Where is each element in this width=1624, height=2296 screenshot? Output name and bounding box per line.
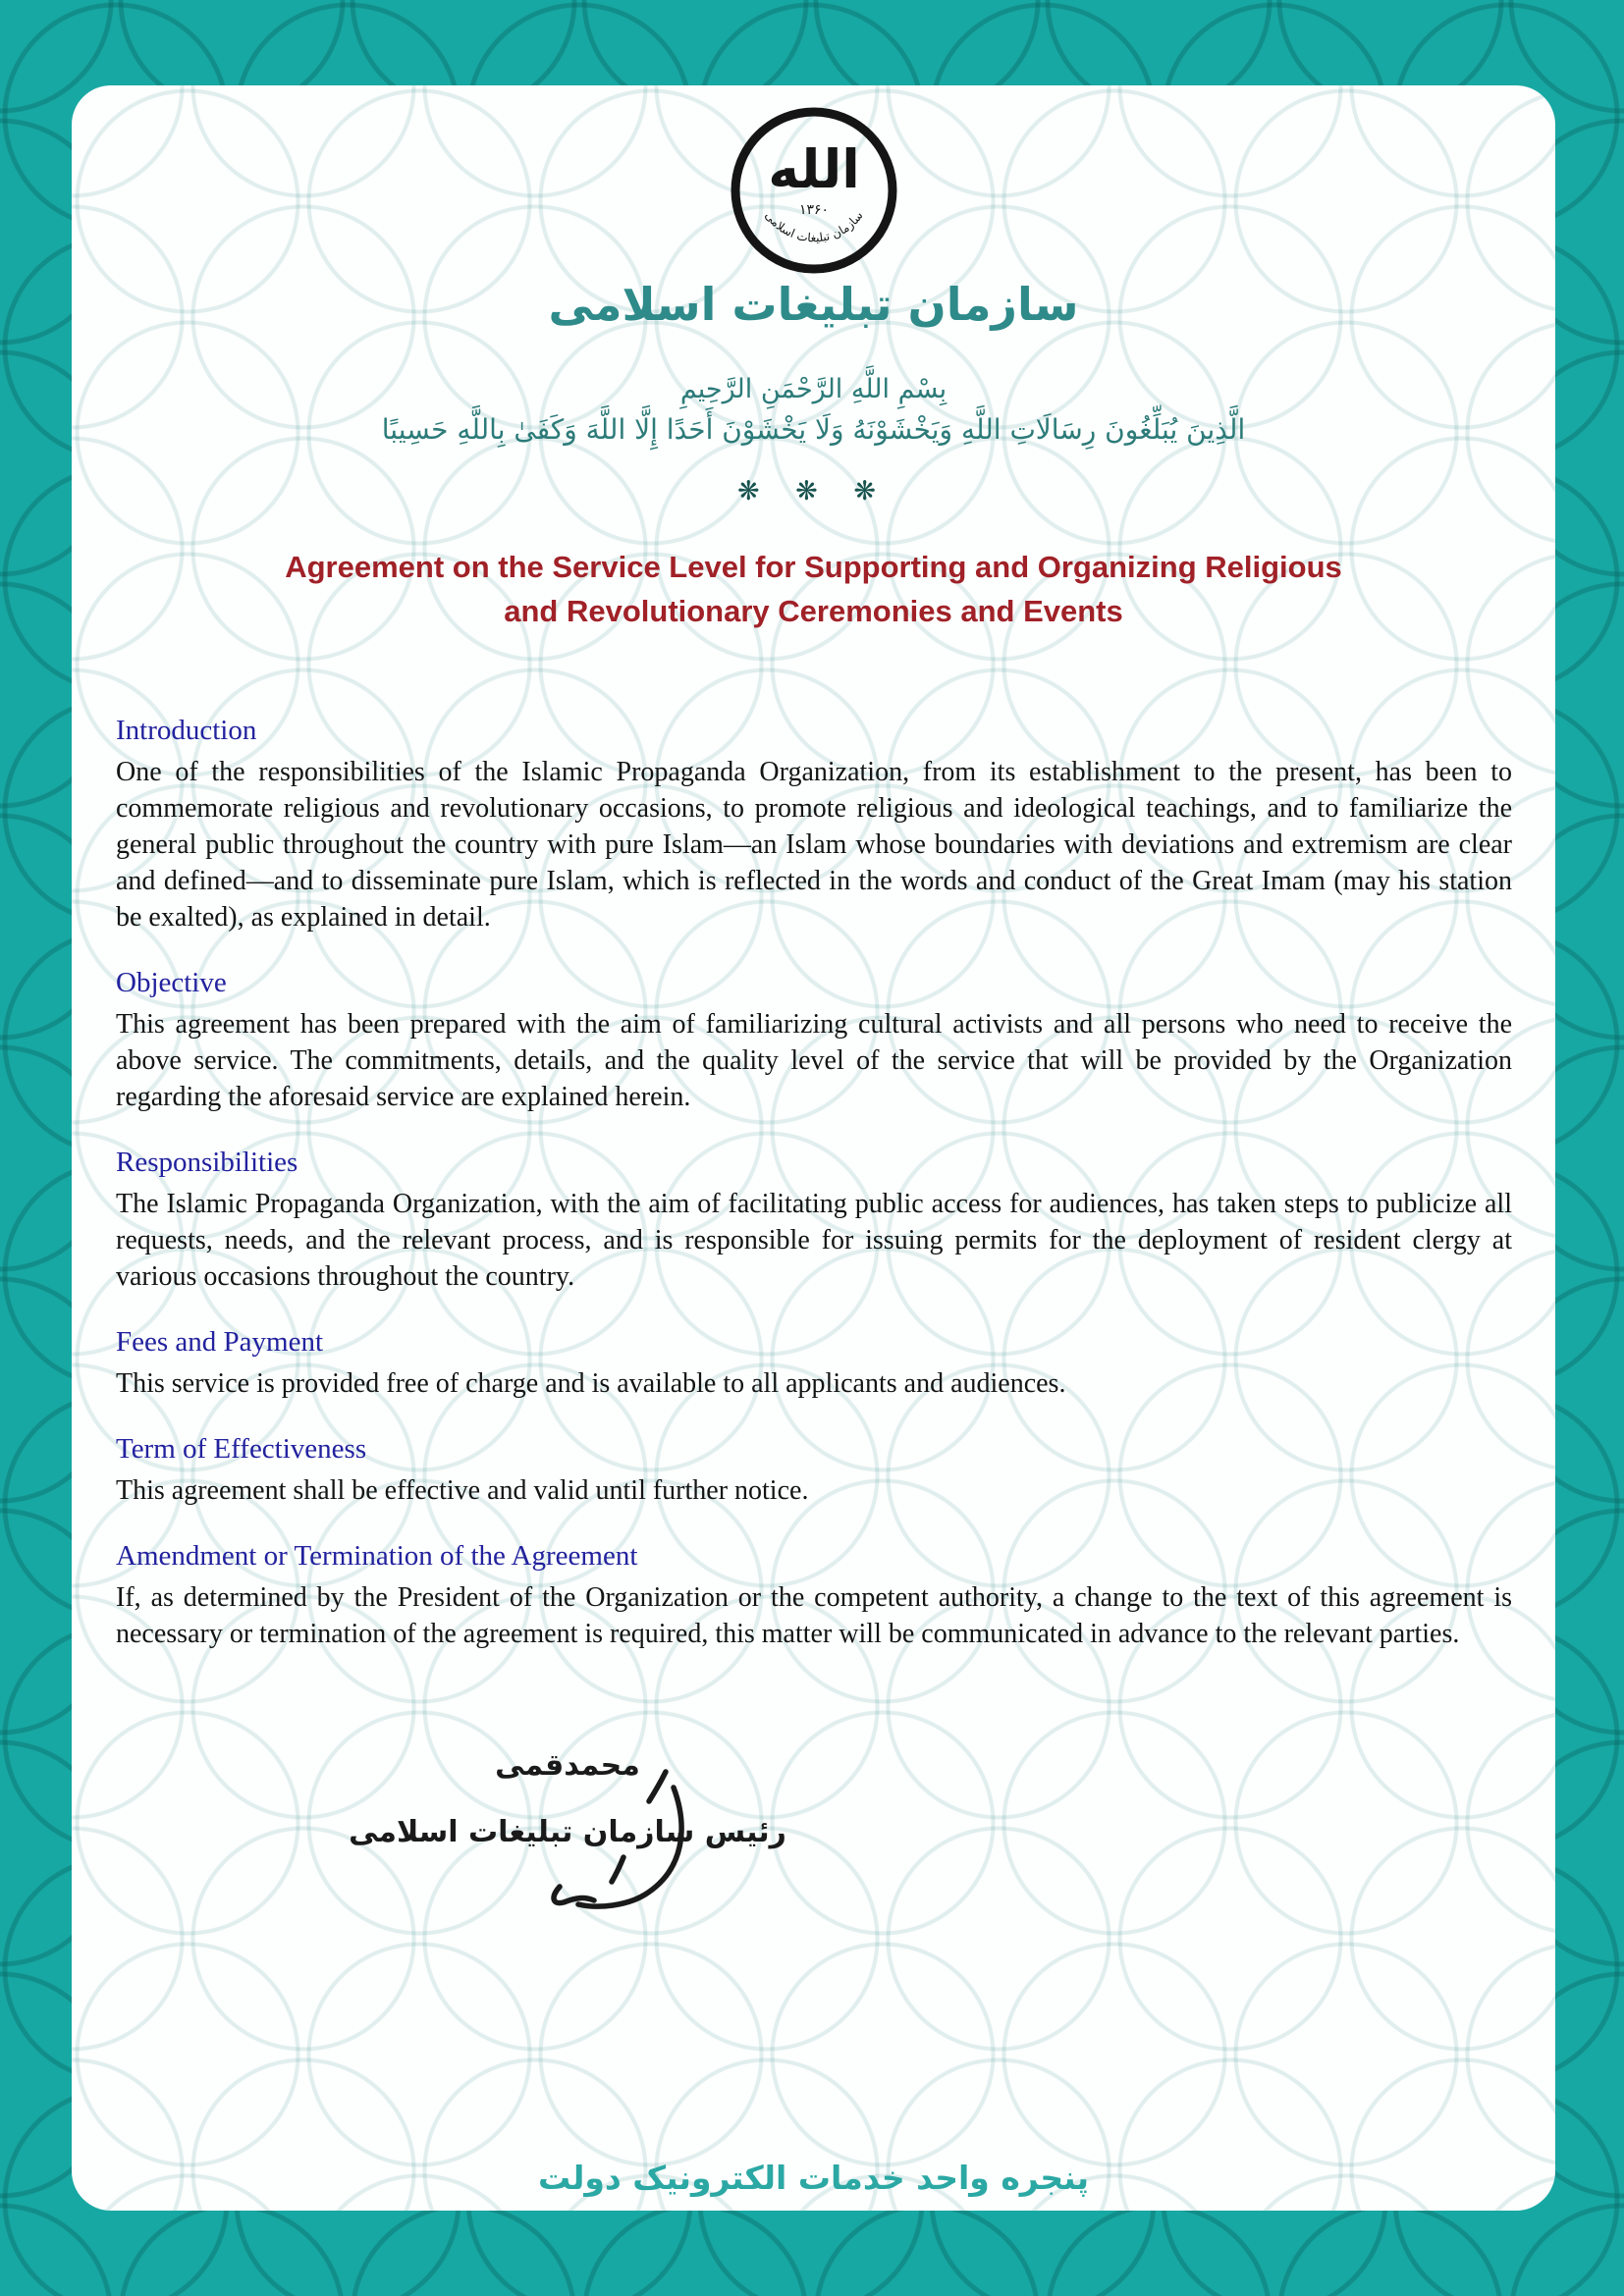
section-body-amendment-or-termination: If, as determined by the President of the Organization or the competent authority, a change to the text of this agreement is necessary or termination of the agreement is required, this matter will be communicated in advance to the relevant parties. xyxy=(116,1582,1512,1649)
agreement-body xyxy=(116,714,1512,1682)
page-title-line-2: and Revolutionary Ceremonies and Events xyxy=(504,594,1123,628)
organization-calligraphy: سازمان تبلیغات اسلامی xyxy=(548,278,1079,331)
section-fees-and-payment xyxy=(116,1325,1512,1402)
emblem-arc-text: سازمان تبلیغات اسلامی xyxy=(761,208,866,245)
signature-scribble-icon xyxy=(550,1766,687,1923)
signature-name: محمدقمی xyxy=(495,1748,640,1783)
section-heading-amendment-or-termination: Amendment or Termination of the Agreement xyxy=(116,1540,638,1572)
section-heading-introduction: Introduction xyxy=(116,715,257,746)
section-body-responsibilities: The Islamic Propaganda Organization, with the aim of facilitating public access for audiences, has taken steps to publicize all requests, needs, and the relevant process, and is responsible for issuing permits for the deployment of resident clergy at various occasions throughout the country. xyxy=(116,1189,1512,1292)
section-body-objective: This agreement has been prepared with the aim of familiarizing cultural activists and all persons who need to receive the above service. The commitments, details, and the quality level of the service that will be provided by the Organization regarding the aforesaid service are explained herein. xyxy=(116,1009,1512,1112)
section-amendment-or-termination xyxy=(116,1539,1512,1652)
section-term-of-effectiveness xyxy=(116,1432,1512,1509)
footer-text: پنجره واحد خدمات الکترونیک دولت xyxy=(538,2159,1089,2197)
bismillah-text: بِسْمِ اللَّهِ الرَّحْمَنِ الرَّحِيمِ xyxy=(679,374,947,404)
quran-verse-text: الَّذِينَ يُبَلِّغُونَ رِسَالَاتِ اللَّهِ وَيَخْشَوْنَهُ وَلَا يَخْشَوْنَ أَحَدًا إِلَّا اللَّهَ وَكَفَىٰ بِاللَّهِ حَسِيبًا xyxy=(381,413,1246,446)
section-body-introduction: One of the responsibilities of the Islamic Propaganda Organization, from its establishment to the present, has been to commemorate religious and revolutionary occasions, to promote religious and ideological teachings, and to familiarize the general public throughout the country with pure Islam—an Islam whose boundaries with deviations and extremism are clear and defined—and to disseminate pure Islam, which is reflected in the words and conduct of the Great Imam (may his station be exalted), as explained in detail. xyxy=(116,757,1512,933)
page-title xyxy=(72,545,1555,633)
ornament-divider-icons: ❋ ❋ ❋ xyxy=(736,476,891,507)
section-heading-objective: Objective xyxy=(116,967,227,998)
section-heading-fees-and-payment: Fees and Payment xyxy=(116,1326,324,1358)
section-objective xyxy=(116,966,1512,1115)
page-title-line-1: Agreement on the Service Level for Supporting and Organizing Religious xyxy=(285,550,1342,584)
section-heading-responsibilities: Responsibilities xyxy=(116,1147,298,1178)
agreement-card xyxy=(72,85,1555,2211)
emblem-year: ۱۳۶۰ xyxy=(798,202,829,218)
section-heading-term-of-effectiveness: Term of Effectiveness xyxy=(116,1433,367,1465)
section-responsibilities xyxy=(116,1146,1512,1295)
section-body-term-of-effectiveness: This agreement shall be effective and valid until further notice. xyxy=(116,1475,809,1506)
organization-emblem-icon xyxy=(727,103,901,278)
section-body-fees-and-payment: This service is provided free of charge and is available to all applicants and audiences. xyxy=(116,1368,1066,1399)
signature-title: رئیس سازمان تبلیغات اسلامی xyxy=(349,1815,786,1849)
section-introduction xyxy=(116,714,1512,935)
allah-calligraphy-icon: الله xyxy=(767,138,860,200)
